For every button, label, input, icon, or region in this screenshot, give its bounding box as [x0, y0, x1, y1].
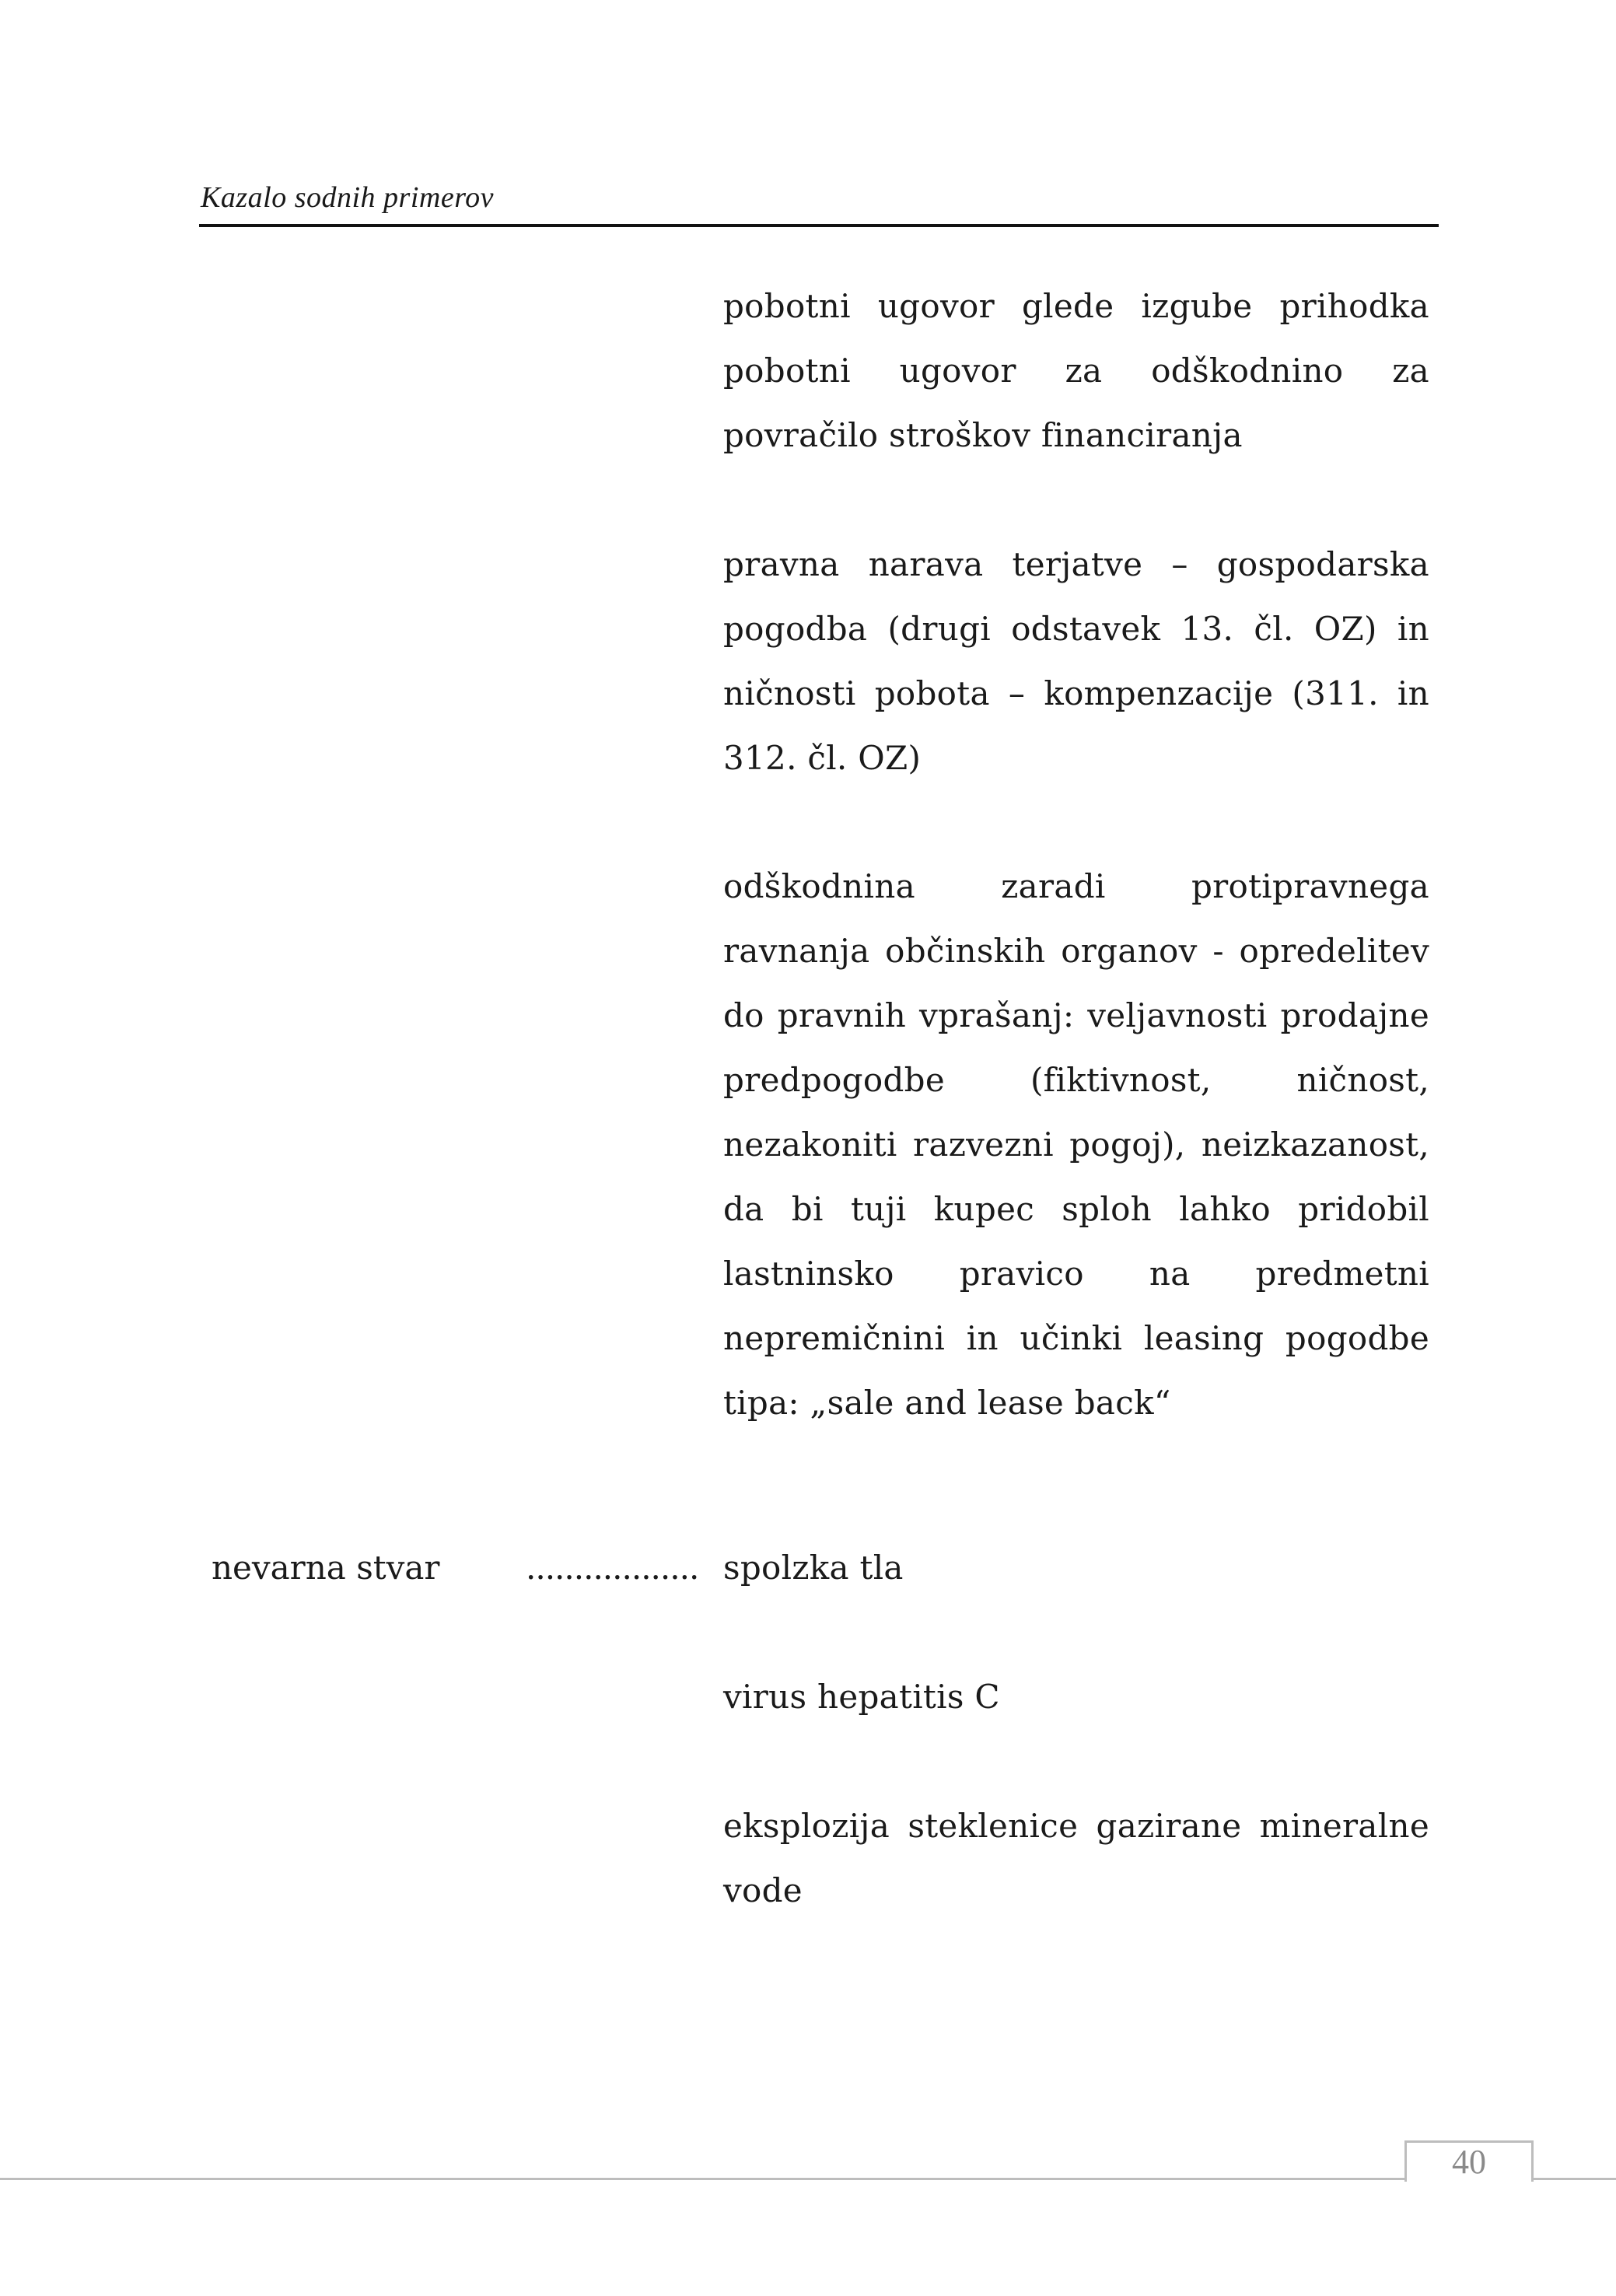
- running-header: Kazalo sodnih primerov: [201, 181, 494, 214]
- index-entry: spolzka tla: [723, 1549, 904, 1587]
- index-entry: eksplozija steklenice gazirane mineralne vode: [723, 1807, 1429, 1909]
- index-entry: pobotni ugovor glede izgube prihodka pobotni ugovor za odškodnino za povračilo stroškov financiranja: [723, 287, 1429, 454]
- footer-rule-right: [1532, 2178, 1616, 2180]
- index-entry: virus hepatitis C: [723, 1678, 1000, 1716]
- footer-rule-left: [0, 2178, 1406, 2180]
- header-rule: [199, 224, 1439, 227]
- index-entry: pravna narava terjatve – gospodarska pogodba (drugi odstavek 13. čl. OZ) in ničnosti pobota – kompenzacije (311. in 312. čl. OZ): [723, 545, 1429, 777]
- dot-leader: ..................: [526, 1549, 699, 1587]
- index-term: nevarna stvar: [212, 1549, 440, 1587]
- index-entry: odškodnina zaradi protipravnega ravnanja občinskih organov - opredelitev do pravnih vprašanj: veljavnosti prodajne predpogodbe (fiktivnost, ničnost, nezakoniti razvezni pogoj), neizkazanost, da bi tuji kupec sploh lahko pridobil lastninsko pravico na predmetni nepremičnini in učinki leasing pogodbe tipa: „sale and lease back“: [723, 867, 1429, 1422]
- page-number: 40: [1452, 2143, 1486, 2181]
